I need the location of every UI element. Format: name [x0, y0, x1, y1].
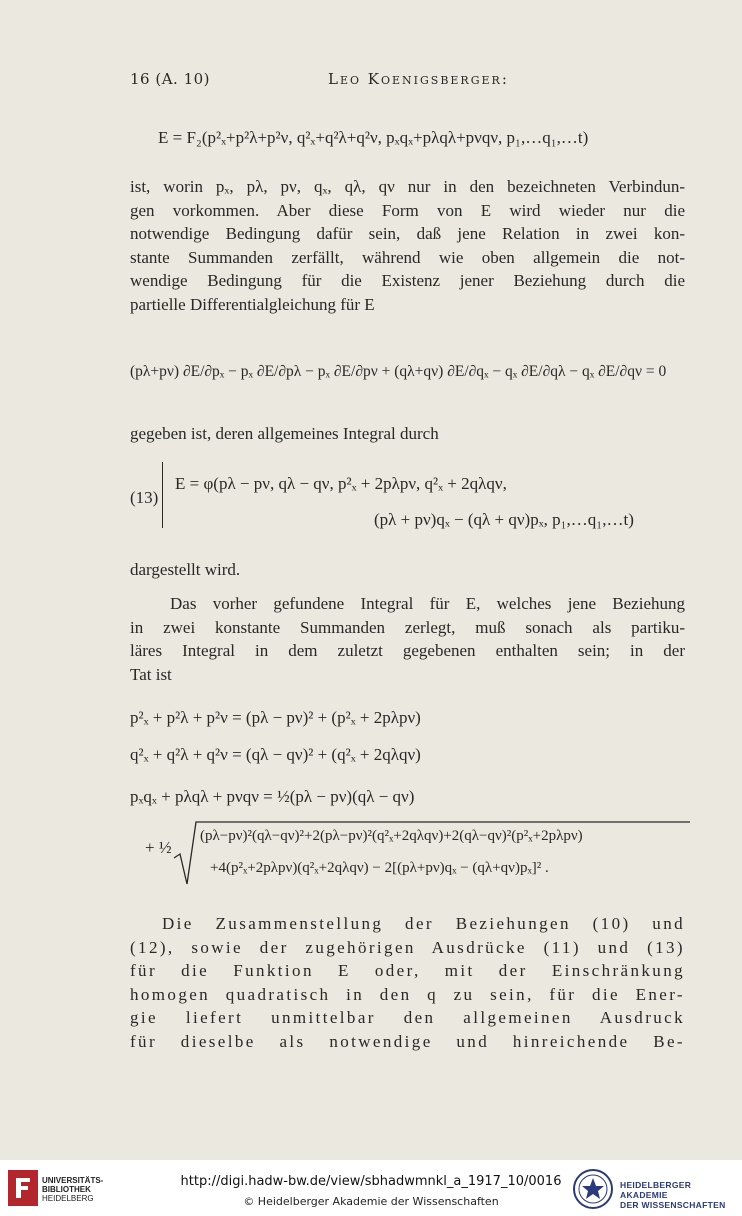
text-line: gen vorkommen. Aber diese Form von E wird wieder nur die: [130, 200, 685, 220]
text-line: wendige Bedingung für die Existenz jener Beziehung durch die: [130, 271, 685, 291]
identity-p-squares: p²ₓ + p²λ + p²ν = (pλ − pν)² + (p²ₓ + 2pλpν): [130, 708, 421, 727]
formula-13-line1: E = φ(pλ − pν, qλ − qν, p²ₓ + 2pλpν, q²ₓ + 2qλqν,: [175, 474, 507, 493]
logo-text-line: UNIVERSITÄTS-: [42, 1176, 104, 1185]
logo-text-line: HEIDELBERG: [42, 1194, 94, 1203]
equation-number-13: (13): [130, 488, 159, 507]
text-line: Tat ist: [130, 664, 172, 684]
text-line: homogen quadratisch in den q zu sein, für die Ener-: [130, 984, 685, 1004]
text-line: stante Summanden zerfällt, während wie oben allgemein die not-: [130, 247, 685, 267]
text-line: ist, worin pₓ, pλ, pν, qₓ, qλ, qν nur in den bezeichneten Verbindun-: [130, 177, 685, 196]
text-line: notwendige Bedingung dafür sein, daß jene Relation in zwei kon-: [130, 224, 685, 244]
text-line: dargestellt wird.: [130, 560, 241, 579]
text-line: für die Funktion E oder, mit der Einschränkung: [130, 961, 685, 981]
academy-logo-text: [620, 1180, 740, 1210]
copyright-notice: © Heidelberger Akademie der Wissenschaften: [243, 1195, 499, 1208]
text-line: partielle Differentialgleichung für E: [130, 294, 375, 314]
sqrt-term-line1: (pλ−pν)²(qλ−qν)²+2(pλ−pν)²(q²ₓ+2qλqν)+2(qλ−qν)²(p²ₓ+2pλpν): [200, 828, 583, 844]
running-header: [130, 70, 685, 92]
author-name: Leo Koenigsberger:: [328, 70, 509, 88]
text-line: für dieselbe als notwendige und hinreichende Be-: [130, 1031, 685, 1051]
logo-text-line: BIBLIOTHEK: [42, 1185, 91, 1194]
paragraph-1: [130, 175, 685, 317]
text-line: gegeben ist, deren allgemeines Integral durch: [130, 424, 439, 443]
academy-logo[interactable]: [572, 1168, 740, 1210]
paragraph-4: [130, 592, 685, 686]
paragraph-2: [130, 422, 685, 446]
plus-half: + ½: [145, 838, 172, 857]
formula-pde: (pλ+pν) ∂E/∂pₓ − pₓ ∂E/∂pλ − pₓ ∂E/∂pν + (qλ+qν) ∂E/∂qₓ − qₓ ∂E/∂qλ − qₓ ∂E/∂qν = 0: [130, 363, 667, 380]
identity-pq-products: pₓqₓ + pλqλ + pνqν = ½(pλ − pν)(qλ − qν): [130, 787, 415, 806]
page-label: 16 (A. 10): [130, 70, 211, 88]
curly-brace: [162, 462, 166, 528]
paragraph-3: [130, 558, 685, 582]
source-url-link[interactable]: http://digi.hadw-bw.de/view/sbhadwmnkl_a_1917_10/0016: [180, 1174, 562, 1189]
text-line: Die Zusammenstellung der Beziehungen (10) und: [162, 914, 685, 933]
logo-text-line: DER WISSENSCHAFTEN: [620, 1200, 726, 1210]
logo-text-line: HEIDELBERGER AKADEMIE: [620, 1180, 692, 1200]
academy-seal-icon: [572, 1168, 614, 1210]
text-line: läres Integral in dem zuletzt gegebenen enthalten sein; in der: [130, 641, 685, 661]
text-line: in zwei konstante Summanden zerlegt, muß sonach als partiku-: [130, 617, 685, 637]
text-line: (12), sowie der zugehörigen Ausdrücke (11) und (13): [130, 937, 685, 957]
paragraph-5: [130, 912, 685, 1054]
footer-bar: [0, 1160, 742, 1216]
formula-13-line2: (pλ + pν)qₓ − (qλ + qν)pₓ, p₁,…q₁,…t): [374, 510, 634, 529]
text-line: Das vorher gefundene Integral für E, welches jene Beziehung: [170, 594, 685, 613]
formula-e-f2: E = F₂(p²ₓ+p²λ+p²ν, q²ₓ+q²λ+q²ν, pₓqₓ+pλqλ+pνqν, p₁,…q₁,…t): [158, 128, 589, 147]
text-line: gie liefert unmittelbar den allgemeinen Ausdruck: [130, 1008, 685, 1028]
identity-q-squares: q²ₓ + q²λ + q²ν = (qλ − qν)² + (q²ₓ + 2qλqν): [130, 745, 421, 764]
sqrt-term-line2: +4(p²ₓ+2pλpν)(q²ₓ+2qλqν) − 2[(pλ+pν)qₓ − (qλ+qν)pₓ]² .: [210, 860, 549, 876]
